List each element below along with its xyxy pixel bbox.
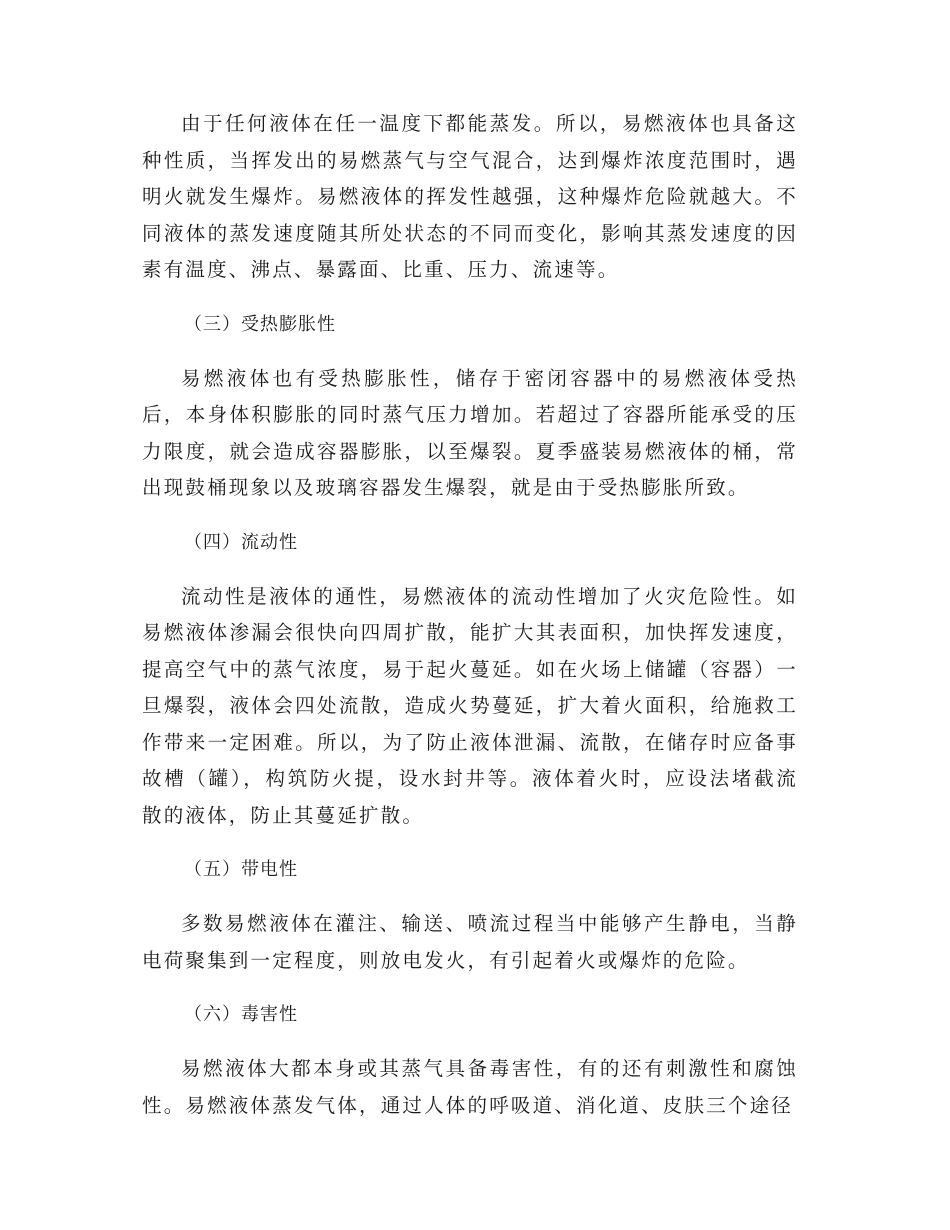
- heading-fluidity: （四）流动性: [184, 531, 298, 553]
- heading-static-charge: （五）带电性: [184, 859, 298, 880]
- paragraph-fluidity: 流动性是液体的通性，易燃液体的流动性增加了火灾危险性。如易燃液体渗漏会很快向四周扩散，能扩大其表面积，加快挥发速度，提高空气中的蒸气浓度，易于起火蔓延。如在火场上储罐（容器）一旦爆裂，液体会四处流散，造成火势蔓延，扩大着火面积，给施救工作带来一定困难。所以，为了防止液体泄漏、流散，在储存时应备事故槽（罐），构筑防火提，设水封井等。液体着火时，应设法堵截流散的液体，防止其蔓延扩散。: [142, 584, 798, 827]
- heading-toxicity: （六）毒害性: [184, 1004, 298, 1025]
- paragraph-static-charge: 多数易燃液体在灌注、输送、喷流过程当中能够产生静电，当静电荷聚集到一定程度，则放电发火，有引起着火或爆炸的危险。: [142, 912, 798, 972]
- paragraph-toxicity: 易燃液体大都本身或其蒸气具备毒害性，有的还有刺激性和腐蚀性。易燃液体蒸发气体，通过人体的呼吸道、消化道、皮肤三个途径: [142, 1057, 798, 1117]
- paragraph-volatility: 由于任何液体在任一温度下都能蒸发。所以，易燃液体也具备这种性质，当挥发出的易燃蒸气与空气混合，达到爆炸浓度范围时，遇明火就发生爆炸。易燃液体的挥发性越强，这种爆炸危险就越大。不同液体的蒸发速度随其所处状态的不同而变化，影响其蒸发速度的因素有温度、沸点、暴露面、比重、压力、流速等。: [142, 112, 798, 281]
- heading-thermal-expansion: （三）受热膨胀性: [184, 313, 336, 335]
- document-body: [142, 106, 798, 1124]
- paragraph-thermal-expansion: 易燃液体也有受热膨胀性，储存于密闭容器中的易燃液体受热后，本身体积膨胀的同时蒸气压力增加。若超过了容器所能承受的压力限度，就会造成容器膨胀，以至爆裂。夏季盛装易燃液体的桶，常出现鼓桶现象以及玻璃容器发生爆裂，就是由于受热膨胀所致。: [142, 366, 798, 499]
